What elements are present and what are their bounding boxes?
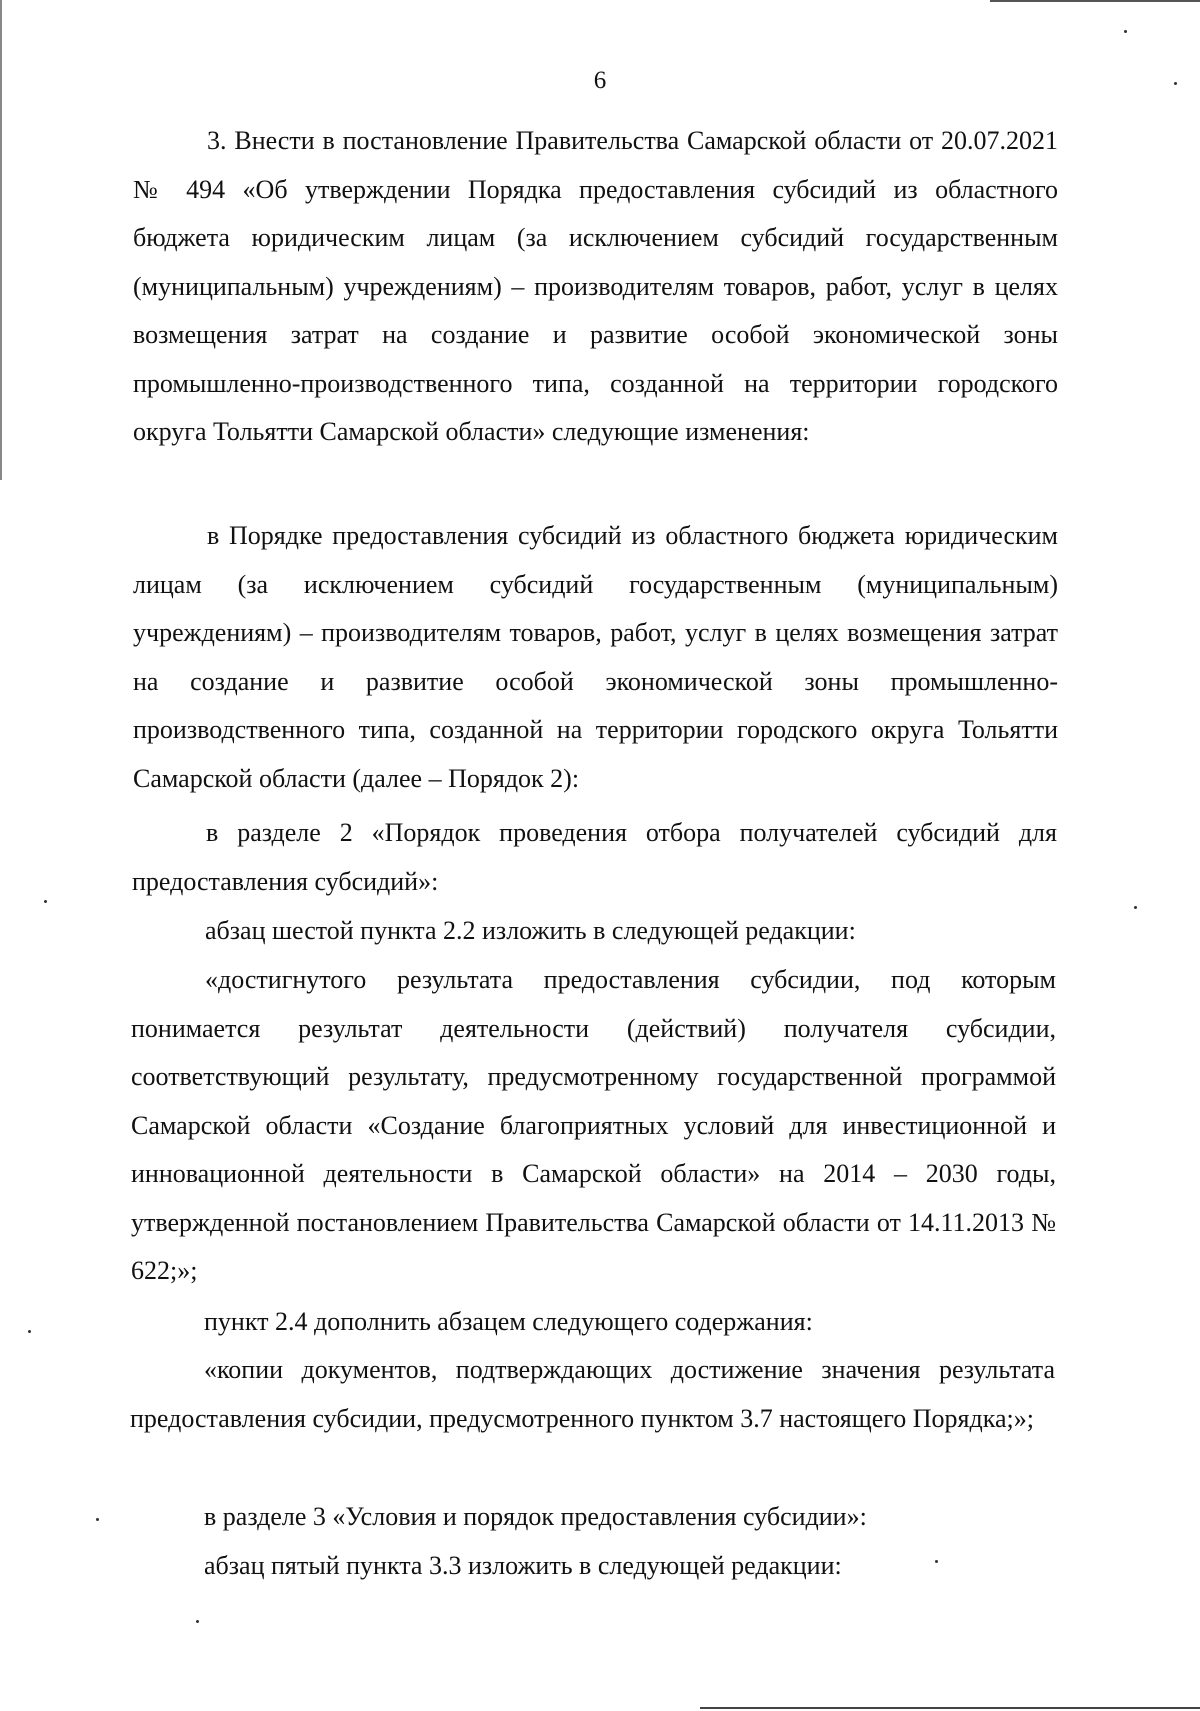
scan-edge-bottom: [700, 1707, 1200, 1709]
paragraph-clause-2-4: пункт 2.4 дополнить абзацем следующего содержания:: [204, 1307, 813, 1336]
scan-speck: [44, 900, 47, 903]
paragraph-clause-3-3: абзац пятый пункта 3.3 изложить в следующей редакции:: [204, 1551, 842, 1580]
scan-speck: [1124, 30, 1127, 33]
paragraph-procedure-2-amendment: в Порядке предоставления субсидий из областного бюджета юридическим лицам (за исключением субсидий государственным (муниципальным) учреждениям) – производителям товаров, работ, услуг в целях возмещения затрат на создание и развитие особой экономической зоны промышленно-производственного типа, созданной на территории городского округа Тольятти Самарской области (далее – Порядок 2):: [133, 521, 1058, 793]
paragraph-item-3: 3. Внести в постановление Правительства Самарской области от 20.07.2021 № 494 «Об утверждении Порядка предоставления субсидий из областного бюджета юридическим лицам (за исключением субсидий государственным (муниципальным) учреждениям) – производителям товаров, работ, услуг в целях возмещения затрат на создание и развитие особой экономической зоны промышленно-производственного типа, созданной на территории городского округа Тольятти Самарской области» следующие изменения:: [133, 126, 1058, 446]
paragraph-clause-2-2: абзац шестой пункта 2.2 изложить в следующей редакции:: [205, 916, 856, 945]
scan-speck: [1134, 906, 1137, 909]
paragraph-section-2: в разделе 2 «Порядок проведения отбора получателей субсидий для предоставления субсидий»:: [132, 818, 1057, 896]
scan-speck: [196, 1620, 199, 1623]
paragraph-result-definition: «достигнутого результата предоставления субсидии, под которым понимается результат деятельности (действий) получателя субсидии, соответствующий результату, предусмотренному государственной программой Самарской области «Создание благоприятных условий для инвестиционной и инновационной деятельности в Самарской области» на 2014 – 2030 годы, утвержденной постановлением Правительства Самарской области от 14.11.2013 № 622;»;: [131, 965, 1056, 1285]
scan-speck: [96, 1518, 99, 1521]
scan-edge-top: [990, 0, 1200, 2]
scan-speck: [1174, 82, 1177, 85]
scan-speck: [935, 1560, 938, 1563]
scan-speck: [28, 1330, 31, 1333]
paragraph-section-3: в разделе 3 «Условия и порядок предоставления субсидии»:: [204, 1502, 867, 1531]
page-number: 6: [593, 67, 607, 94]
paragraph-document-copies: «копии документов, подтверждающих достижение значения результата предоставления субсидии, предусмотренного пунктом 3.7 настоящего Порядка;»;: [130, 1355, 1055, 1433]
